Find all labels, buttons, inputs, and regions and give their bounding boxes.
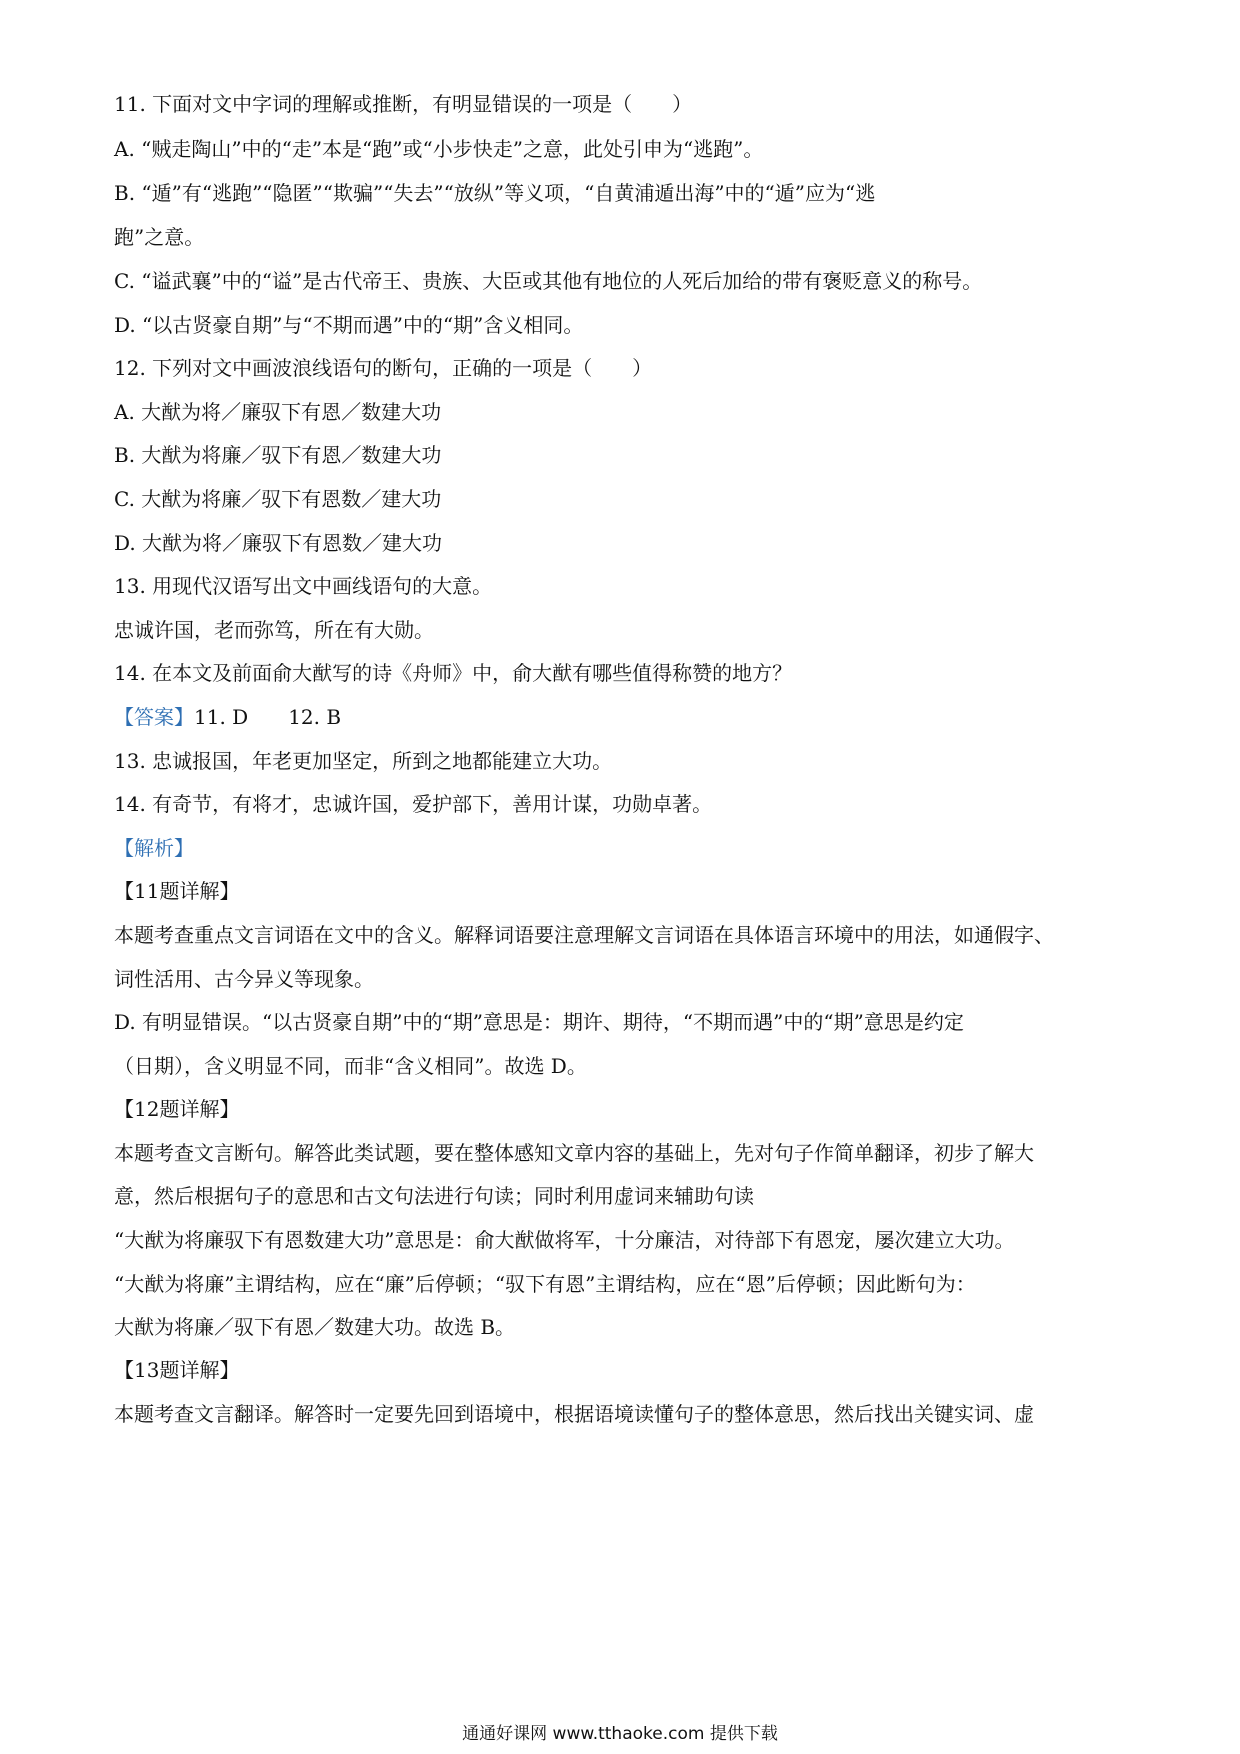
question-11-stem: 11. 下面对文中字词的理解或推断，有明显错误的一项是（ ） xyxy=(114,92,693,116)
answer-14: 14. 有奇节，有将才，忠诚许国，爱护部下，善用计谋，功勋卓著。 xyxy=(114,792,713,816)
analysis-12-para-line5: 大猷为将廉／驭下有恩／数建大功。故选 B。 xyxy=(114,1315,516,1339)
analysis-12-para-line2: 意，然后根据句子的意思和古文句法进行句读；同时利用虚词来辅助句读 xyxy=(114,1184,754,1208)
analysis-11-para-line1: 本题考查重点文言词语在文中的含义。解释词语要注意理解文言词语在具体语言环境中的用法，如通假字、 xyxy=(114,923,1054,947)
question-14-stem: 14. 在本文及前面俞大猷写的诗《舟师》中，俞大猷有哪些值得称赞的地方？ xyxy=(114,661,793,685)
analysis-11-para-line2: 词性活用、古今异义等现象。 xyxy=(114,967,374,991)
question-11-option-c: C. “谥武襄”中的“谥”是古代帝王、贵族、大臣或其他有地位的人死后加给的带有褒贬意义的称号。 xyxy=(114,269,983,293)
answer-label: 【答案】 xyxy=(114,705,194,729)
question-11-option-b-line1: B. “遁”有“逃跑”“隐匿”“欺骗”“失去”“放纵”等义项，“自黄浦遁出海”中的“遁”应为“逃 xyxy=(114,181,876,205)
answer-12: 12. B xyxy=(288,705,342,729)
analysis-12-para-line3: “大猷为将廉驭下有恩数建大功”意思是：俞大猷做将军，十分廉洁，对待部下有恩宠，屡次建立大功。 xyxy=(114,1228,1015,1252)
analysis-13-para-line1: 本题考查文言翻译。解答时一定要先回到语境中，根据语境读懂句子的整体意思，然后找出关键实词、虚 xyxy=(114,1402,1034,1426)
question-13-stem: 13. 用现代汉语写出文中画线语句的大意。 xyxy=(114,574,493,598)
analysis-12-para-line4: “大猷为将廉”主谓结构，应在“廉”后停顿；“驭下有恩”主谓结构，应在“恩”后停顿；因此断句为： xyxy=(114,1272,976,1296)
analysis-12-heading: 【12题详解】 xyxy=(114,1097,240,1121)
question-11-option-b-line2: 跑”之意。 xyxy=(114,225,205,249)
question-12-stem: 12. 下列对文中画波浪线语句的断句，正确的一项是（ ） xyxy=(114,356,653,380)
question-12-option-a: A. 大猷为将／廉驭下有恩／数建大功 xyxy=(114,400,442,424)
page-footer: 通通好课网 www.tthaoke.com 提供下载 xyxy=(462,1724,778,1744)
answer-line xyxy=(114,702,1134,732)
question-12-option-b: B. 大猷为将廉／驭下有恩／数建大功 xyxy=(114,443,442,467)
analysis-11-para-line3: D. 有明显错误。“以古贤豪自期”中的“期”意思是：期许、期待，“不期而遇”中的“期”意思是约定 xyxy=(114,1010,964,1034)
answer-13: 13. 忠诚报国，年老更加坚定，所到之地都能建立大功。 xyxy=(114,749,613,773)
analysis-label: 【解析】 xyxy=(114,836,194,860)
question-11-option-d: D. “以古贤豪自期”与“不期而遇”中的“期”含义相同。 xyxy=(114,313,584,337)
question-12-option-d: D. 大猷为将／廉驭下有恩数／建大功 xyxy=(114,531,443,555)
answer-11: 11. D xyxy=(194,705,249,729)
question-11-option-a: A. “贼走陶山”中的“走”本是“跑”或“小步快走”之意，此处引申为“逃跑”。 xyxy=(114,137,764,161)
question-12-option-c: C. 大猷为将廉／驭下有恩数／建大功 xyxy=(114,487,442,511)
analysis-11-heading: 【11题详解】 xyxy=(114,879,240,903)
question-13-sentence: 忠诚许国，老而弥笃，所在有大勋。 xyxy=(114,618,434,642)
analysis-12-para-line1: 本题考查文言断句。解答此类试题，要在整体感知文章内容的基础上，先对句子作简单翻译，初步了解大 xyxy=(114,1141,1034,1165)
analysis-13-heading: 【13题详解】 xyxy=(114,1358,240,1382)
analysis-11-para-line4: （日期），含义明显不同，而非“含义相同”。故选 D。 xyxy=(114,1054,587,1078)
